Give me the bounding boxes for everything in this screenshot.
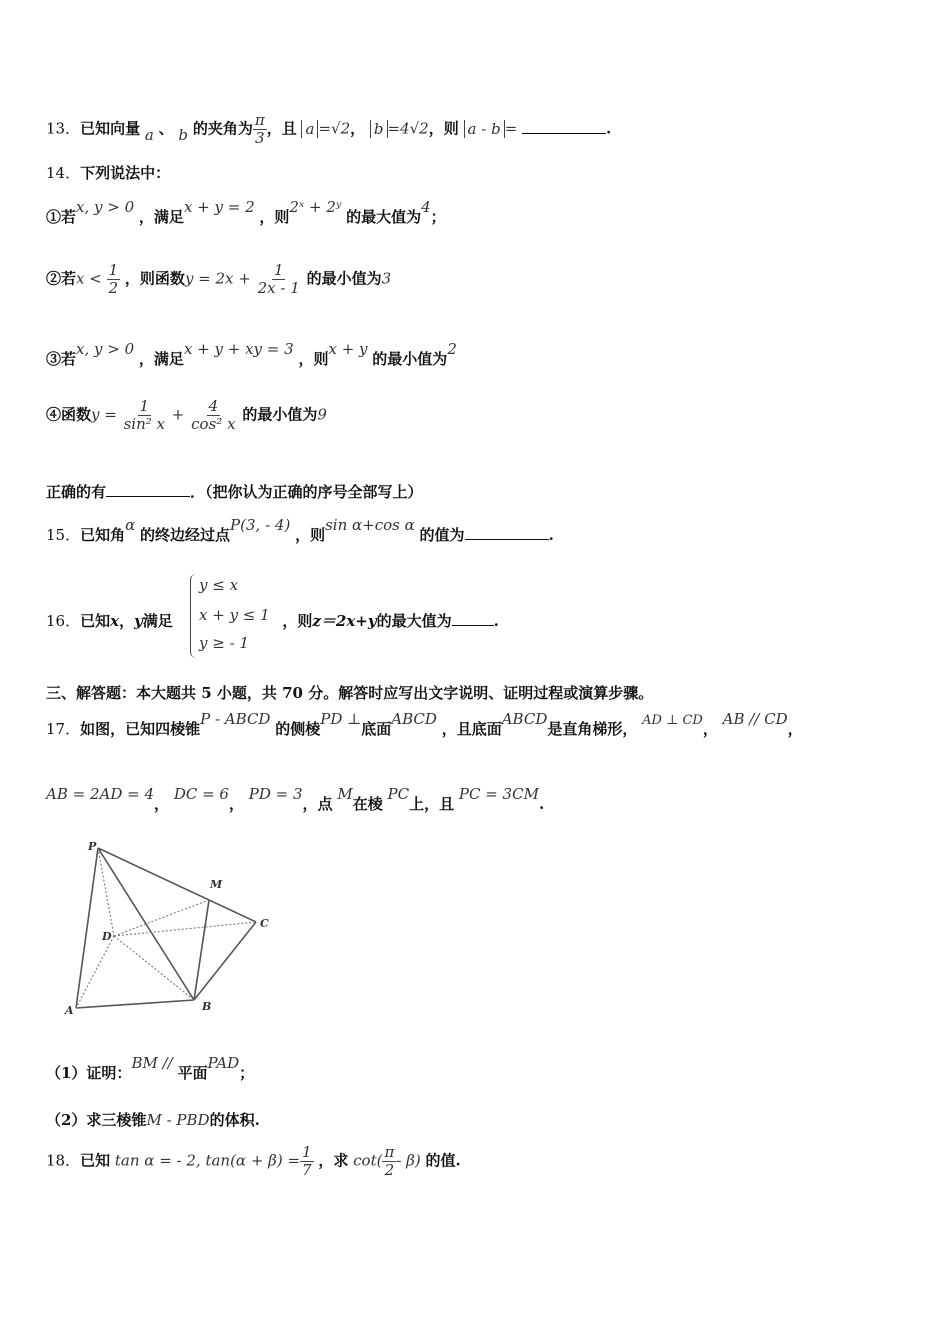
constraint-system: y ≤ x x + y ≤ 1 y ≥ - 1 [190, 574, 271, 658]
question-14-title: 14．下列说法中： [46, 164, 171, 182]
edge-AB [76, 1000, 194, 1008]
question-16: 16．已知x，y满足 ，则z＝2x+y的最大值为 . [46, 612, 499, 630]
fraction-pi-3: $\frac{\pi}{3}$ [254, 111, 265, 147]
question-17: 17．如图，已知四棱锥P - ABCD 的侧棱PD ⊥底面ABCD ，且底面ABCD是直角梯形， AD ⊥ CD， AB // CD， [46, 710, 803, 738]
statement-2: ②若x < $\frac{1}{2}$ ，则函数y = 2x + $\frac{1}{2x - 1}$ 的最小值为3 [46, 261, 392, 297]
question-18: 18．已知 tan α = - 2, tan(α + β) = $\frac{1}{7}$ ，求 cot( $\frac{\pi}{2}$ - β) 的值. [46, 1143, 461, 1179]
label-A: A [65, 1004, 74, 1017]
edge-DB [114, 936, 194, 1000]
answer-blank[interactable] [106, 482, 190, 497]
answer-blank[interactable] [452, 611, 494, 626]
label-B: B [202, 1000, 212, 1013]
edge-PA [76, 848, 98, 1008]
edge-DC [114, 922, 256, 936]
vector-a: a [144, 125, 154, 144]
label-D: D [102, 930, 112, 943]
label-P: P [88, 840, 97, 853]
label-M: M [210, 878, 223, 891]
question-14-answer: 正确的有 ．（把你认为正确的序号全部写上） [46, 483, 423, 501]
question-13: 13．已知向量 a 、 b 的夹角为 $\frac{\pi}{3}$ ，且 a =√2， b =4√2，则 a - b = . [46, 111, 612, 147]
statement-3: ③若x, y > 0 ，满足x + y + xy = 3 ，则x + y 的最小值为2 [46, 340, 457, 368]
pyramid-figure [60, 836, 280, 1026]
answer-blank[interactable] [465, 525, 549, 540]
statement-4: ④函数y = $\frac{1}{\text{sin² x}}$ + $\frac{4}{\text{cos² x}}$ 的最小值为9 [46, 397, 327, 433]
question-17-part-2: （2）求三棱锥M - PBD的体积. [46, 1111, 260, 1129]
section-3-heading: 三、解答题：本大题共 5 小题，共 70 分。解答时应写出文字说明、证明过程或演算步骤。 [46, 684, 654, 702]
question-15: 15．已知角α 的终边经过点P(3, - 4) ，则sin α+cos α 的值为 . [46, 516, 554, 544]
label-C: C [260, 917, 269, 930]
question-17-part-1: （1）证明：BM // 平面PAD； [46, 1054, 255, 1082]
vector-b: b [178, 125, 189, 144]
edge-DM [114, 900, 209, 936]
statement-1: ①若x, y > 0 ，满足x + y = 2 ，则2ˣ + 2ʸ 的最大值为4； [46, 198, 446, 226]
question-17-line-2: AB = 2AD = 4， DC = 6， PD = 3，点 M在棱 PC上，且 PC = 3CM. [46, 785, 545, 813]
answer-blank[interactable] [522, 119, 606, 134]
